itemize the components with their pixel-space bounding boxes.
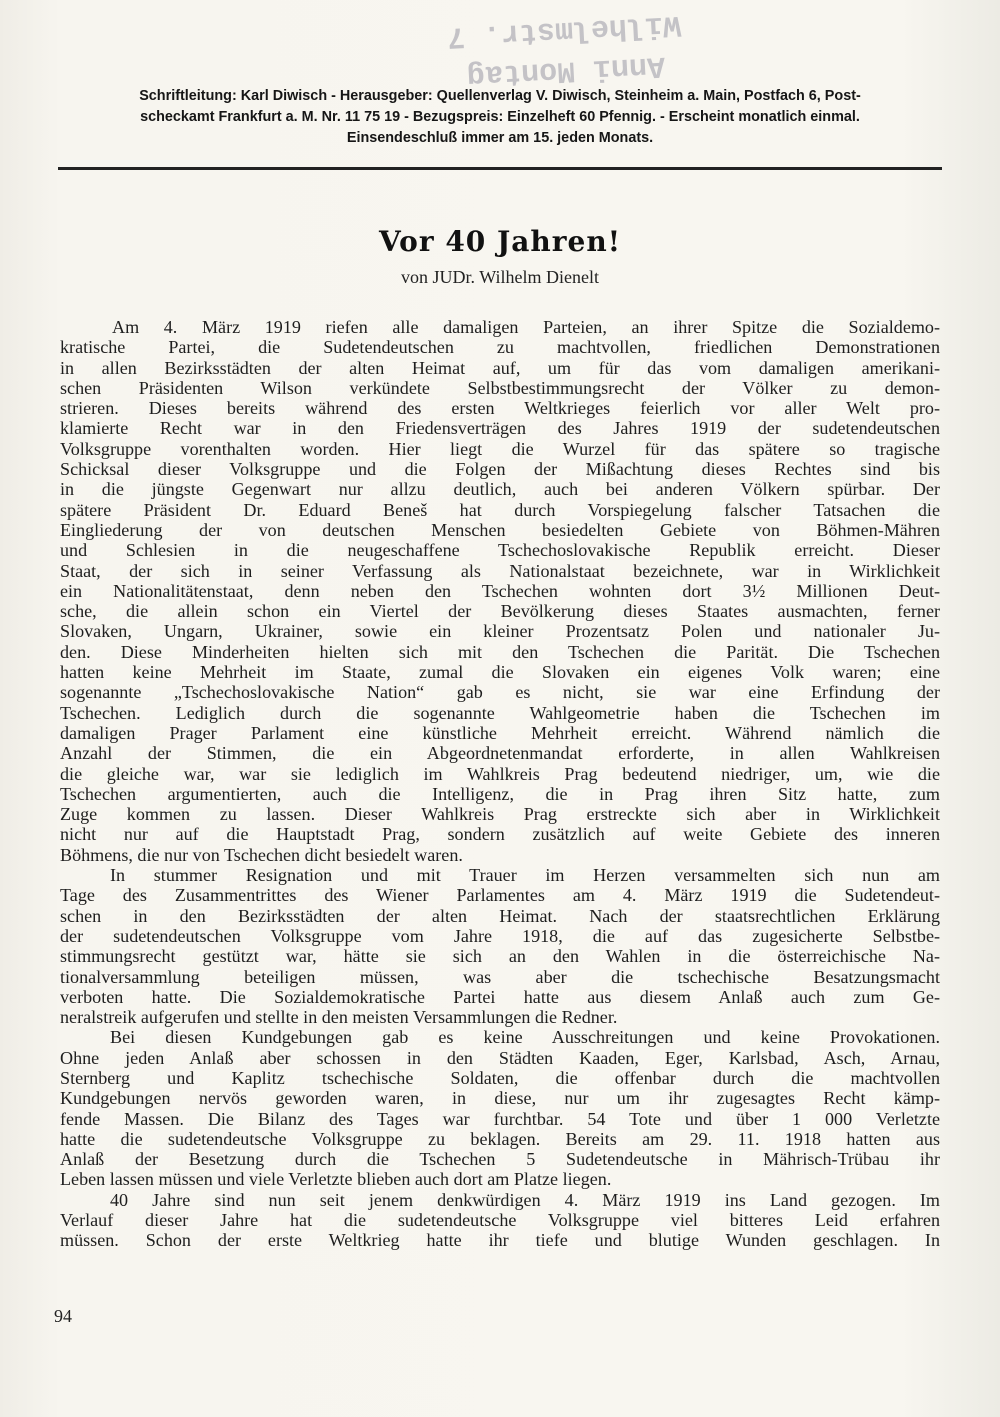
article-line: Schicksal dieser Volksgruppe und die Folgen der Mißachtung dieses Rechtes sind bis [60, 459, 940, 480]
article-title: Vor 40 Jahren! [378, 225, 621, 258]
article-line: Zuge kommen zu lassen. Dieser Wahlkreis Prag erstreckte sich aber in Wirklichkeit [60, 804, 940, 825]
ownership-stamp [428, 3, 702, 97]
article-line: hatten keine Mehrheit im Staate, zumal die Slovaken ein eigenes Volk waren; eine [60, 662, 940, 683]
article-line: Anzahl der Stimmen, die ein Abgeordnetenmandat erforderte, in allen Wahlkreisen [60, 743, 940, 764]
masthead-line: Einsendeschluß immer am 15. jeden Monats. [346, 130, 654, 146]
masthead [60, 86, 940, 149]
article-line: Leben lassen müssen und viele Verletzte blieben auch dort am Platze liegen. [60, 1169, 612, 1190]
article-line: In stummer Resignation und mit Trauer im Herzen versammelten sich nun am [110, 865, 940, 886]
article-line: Ohne jeden Anlaß aber schossen in den Städten Kaaden, Eger, Karlsbad, Asch, Arnau, [60, 1047, 940, 1068]
article-line: ein Nationalitätenstaat, denn neben den Tschechen wohnten dort 3½ Millionen Deut- [60, 580, 940, 601]
article-line: hatte die sudetendeutsche Volksgruppe zu beklagen. Bereits am 29. 11. 1918 hatten aus [60, 1128, 940, 1149]
article-line: Tage des Zusammentrittes des Wiener Parlamentes am 4. März 1919 die Sudetendeut- [60, 885, 940, 906]
article-line: Slovaken, Ungarn, Ukrainer, sowie ein kleiner Prozentsatz Polen und nationaler Ju- [60, 621, 940, 642]
article-line: neralstreik aufgerufen und stellte in den meisten Versammlungen die Redner. [60, 1007, 618, 1028]
stamp-line: Wilhelmstr. 7 [446, 6, 682, 54]
article-line: Eingliederung der von deutschen Menschen besiedelten Gebiete von Böhmen-Mähren [60, 519, 940, 540]
article-line: Sternberg und Kaplitz tschechische Soldaten, die offenbar durch die machtvollen [60, 1067, 940, 1088]
article-line: Kundgebungen nervös geworden waren, in diese, nur um ihr zugesagtes Recht kämp- [60, 1088, 940, 1109]
article-line: stimmungsrecht gestützt war, hätte sie sich an den Wahlen in die österreichische Na- [60, 946, 940, 967]
article-line: Volksgruppe vorenthalten worden. Hier liegt die Wurzel für das spätere so tragische [60, 438, 940, 459]
article-line: in die jüngste Gegenwart nur allzu deutlich, auch bei anderen Völkern spürbar. Der [60, 479, 940, 500]
article-line: Verlauf dieser Jahre hat die sudetendeutsche Volksgruppe viel bitteres Leid erfahren [60, 1210, 940, 1231]
article-line: nicht nur auf die Hauptstadt Prag, sondern zusätzlich auf weite Gebiete des inneren [60, 824, 940, 845]
article-line: klamierte Recht war in den Friedensverträgen des Jahres 1919 der sudetendeutschen [60, 418, 940, 439]
article-line: in allen Bezirksstädten der alten Heimat auf, um für das vom damaligen amerikani- [60, 357, 940, 378]
article-line: damaligen Prager Parlament eine künstliche Mehrheit erreicht. Während nämlich die [60, 722, 940, 743]
article-line: schen Präsidenten Wilson verkündete Selbstbestimmungsrecht der Völker zu demon- [60, 377, 940, 398]
stamp-line: Anni Montag [466, 47, 666, 93]
article-line: sche, die allein schon ein Viertel der Bevölkerung dieses Staates ausmachten, ferner [60, 601, 940, 622]
masthead-line: Schriftleitung: Karl Diwisch - Herausgeber: Quellenverlag V. Diwisch, Steinheim a. Main, Postfach 6, Post- [139, 88, 861, 104]
article-body [60, 317, 940, 1251]
article-line: kratische Partei, die Sudetendeutschen zu machtvollen, friedlichen Demonstrationen [60, 337, 940, 358]
article-line: schen in den Bezirksstädten der alten Heimat. Nach der staatsrechtlichen Erklärung [60, 905, 940, 926]
article-line: müssen. Schon der erste Weltkrieg hatte ihr tiefe und blutige Wunden geschlagen. In [60, 1230, 940, 1251]
masthead-line: scheckamt Frankfurt a. M. Nr. 11 75 19 - Bezugspreis: Einzelheft 60 Pfennig. - Erscheint monatlich einmal. [140, 109, 860, 125]
article-line: Böhmens, die nur von Tschechen dicht besiedelt waren. [60, 844, 463, 865]
article-line: Bei diesen Kundgebungen gab es keine Ausschreitungen und keine Provokationen. [110, 1027, 940, 1048]
article-line: strieren. Dieses bereits während des ersten Weltkrieges feierlich vor aller Welt pro- [60, 398, 940, 419]
article-line: sogenannte „Tschechoslovakische Nation“ gab es nicht, sie war eine Erfindung der [60, 682, 940, 703]
article-line: 40 Jahre sind nun seit jenem denkwürdigen 4. März 1919 ins Land gezogen. Im [110, 1189, 940, 1210]
article-line: Tschechen argumentierten, auch die Intelligenz, die in Prag ihren Sitz hatte, zum [60, 783, 940, 804]
article-line: Staat, der sich in seiner Verfassung als Nationalstaat bezeichnete, war in Wirklichkeit [60, 560, 940, 581]
page-number: 94 [54, 1306, 72, 1326]
article-line: verboten hatte. Die Sozialdemokratische Partei hatte aus diesem Anlaß auch zum Ge- [60, 986, 940, 1007]
article-line: tionalversammlung beteiligen müssen, was aber die tschechische Besatzungsmacht [60, 966, 940, 987]
article-author: von JUDr. Wilhelm Dienelt [401, 267, 599, 287]
article-line: fende Massen. Die Bilanz des Tages war furchtbar. 54 Tote und über 1 000 Verletzte [60, 1108, 940, 1129]
article-line: den. Diese Minderheiten hielten sich mit den Tschechen die Parität. Die Tschechen [60, 641, 940, 662]
article-line: die gleiche war, war sie lediglich im Wahlkreis Prag bedeutend niedriger, um, wie die [60, 763, 940, 784]
article-line: der sudetendeutschen Volksgruppe vom Jahre 1918, die auf das zugesicherte Selbstbe- [60, 925, 940, 946]
header-rule [58, 167, 942, 170]
article-line: spätere Präsident Dr. Eduard Beneš hat durch Vorspiegelung falscher Tatsachen die [60, 499, 940, 520]
article-line: Am 4. März 1919 riefen alle damaligen Parteien, an ihrer Spitze die Sozialdemo- [112, 317, 940, 337]
article-line: Anlaß der Besetzung durch die Tschechen 5 Sudetendeutsche in Mährisch-Trübau ihr [60, 1149, 940, 1170]
article-line: und Schlesien in die neugeschaffene Tschechoslovakische Republik erreicht. Dieser [60, 540, 940, 561]
article-line: Tschechen. Lediglich durch die sogenannte Wahlgeometrie haben die Tschechen im [60, 702, 940, 723]
